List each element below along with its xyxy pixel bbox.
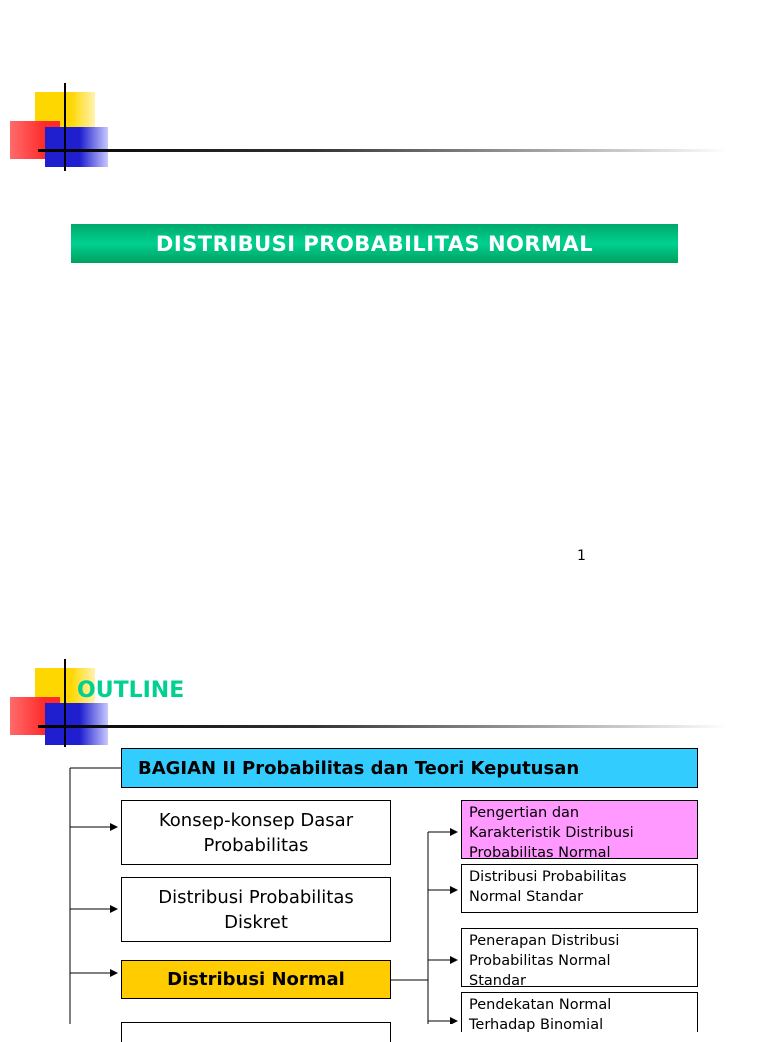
right-box-line: Terhadap Binomial (469, 1017, 604, 1032)
right-box-pendekatan (461, 992, 698, 1032)
left-box-partial (121, 1022, 391, 1042)
right-box-line: Karakteristik Distribusi (469, 825, 634, 841)
left-box-konsep (121, 800, 391, 865)
right-box-line: Pendekatan Normal (469, 997, 612, 1013)
right-box-line: Penerapan Distribusi (469, 933, 620, 949)
right-box-line: Probabilitas Normal (469, 845, 611, 859)
logo-horizontal-line (38, 149, 728, 152)
right-box-pengertian (461, 800, 698, 859)
left-box-line: Diskret (224, 911, 288, 933)
outline-title: OUTLINE (77, 678, 185, 703)
left-box-line: Distribusi Normal (167, 969, 345, 990)
slide-2 (0, 620, 768, 1032)
right-box-line: Standar (469, 973, 527, 987)
decorative-logo (0, 0, 760, 180)
left-box-diskret (121, 877, 391, 942)
right-box-line: Pengertian dan (469, 805, 580, 821)
right-box-line: Distribusi Probabilitas (469, 869, 627, 885)
slide-title: DISTRIBUSI PROBABILITAS NORMAL (71, 224, 678, 263)
left-box-line: Konsep-konsep Dasar (158, 809, 354, 831)
page-number: 1 (577, 548, 586, 564)
left-box-line: Distribusi Probabilitas (158, 886, 354, 908)
left-box-normal (121, 960, 391, 999)
right-box-standar (461, 864, 698, 913)
left-box-line: Probabilitas (203, 834, 309, 856)
right-box-line: Probabilitas Normal (469, 953, 611, 969)
blue-square (45, 127, 108, 167)
right-box-line: Normal Standar (469, 889, 584, 905)
right-box-penerapan (461, 928, 698, 987)
logo-vertical-line (64, 83, 66, 171)
header-box: BAGIAN II Probabilitas dan Teori Keputusan (121, 748, 698, 788)
